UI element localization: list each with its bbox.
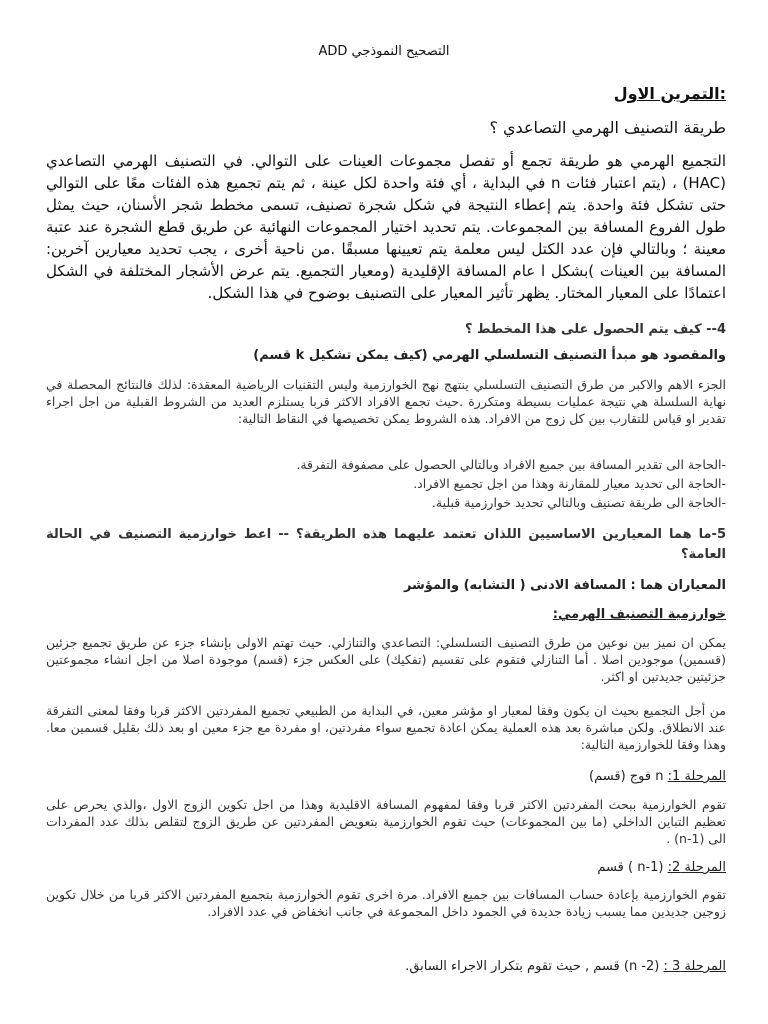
- needs-list: [46, 455, 726, 512]
- question-5: 5-ما هما المعيارين الاساسيين اللذان تعتمد عليهما هذه الطريقة؟ -- اعط خوارزمية التصنيف في الحالة العامة؟: [46, 527, 726, 562]
- question-4-intro: والمقصود هو مبدأ التصنيف التسلسلي الهرمي (كيف يمكن تشكيل k قسم): [253, 348, 726, 363]
- stage-1-label: المرحلة 1:: [667, 769, 726, 784]
- algorithm-paragraph-2: من أجل التجميع بحيث ان يكون وفقا لمعيار او مؤشر معين، في البداية من الطبيعي تجميع المفردتين الاكثر قربا وفقا لمعنى التفرقة عند الانطلاق. ولكن مباشرة بعد هذه العملية يمكن اعادة تجميع سواء مفردتين، او مفردة مع جزء معين او بعد ذلك بقليل قسمين معا. وهذا وفقا للخوارزمية التالية:: [46, 703, 726, 752]
- stage-2-body: تقوم الخوارزمية بإعادة حساب المسافات بين جميع الافراد. مرة اخرى تقوم الخوارزمية بتجميع المفردتين الاكثر قربا من خلال تكوين زوجين جديدين مما يسبب زيادة جديدة في الجمود داخل المجموعة في جانب انخفاض في عدد الافراد.: [46, 887, 726, 919]
- exercise-question: طريقة التصنيف الهرمي التصاعدي ؟: [489, 118, 726, 137]
- criteria-answer: المعياران هما : المسافة الادنى ( التشابه) والمؤشر: [403, 578, 726, 593]
- algorithm-paragraph-1: يمكن ان نميز بين نوعين من طرق التصنيف التسلسلي: التصاعدي والتنازلي. حيث تهتم الاولى بإنشاء جزء عن طريق تجميع جزئين (قسمين) موجودين اصلا . أما التنازلي فتقوم على تقسيم (تفكيك) على العكس جزء (قسم) موجودة اصلا من اجل انشاء مجموعتين جزئيتين جديدتين او اكثر.: [46, 635, 726, 684]
- needs-item: -الحاجة الى تقدير المسافة بين جميع الافراد وبالتالي الحصول على مصفوفة التفرقة.: [296, 457, 726, 472]
- stage-3-text: (n -2) قسم , حيث تقوم بتكرار الاجراء السابق.: [405, 959, 664, 974]
- stage-1-body: تقوم الخوارزمية ببحث المفردتين الاكثر قربا وفقا لمفهوم المسافة الاقليدية وهذا من اجل تكوين الزوج الاول ،والذي يحرص على تعظيم التباين الداخلي (ما بين المجموعات) حيث تقوم الخوارزمية بتعويض المفردتين عن طريق الزوج لتقلص بذلك عدد المفردات الى (n-1) .: [46, 797, 726, 846]
- stage-2-label: المرحلة 2:: [667, 860, 726, 875]
- page-title: التصحيح النموذجي ADD: [318, 44, 450, 59]
- stage-1-text: n فوج (قسم): [589, 769, 668, 784]
- needs-item: -الحاجة الى طريقة تصنيف وبالتالي تحديد خوارزمية قبلية.: [431, 495, 726, 510]
- stage-3-label: المرحلة 3 :: [663, 959, 726, 974]
- needs-item: -الحاجة الى تحديد معيار للمقارنة وهذا من اجل تجميع الافراد.: [413, 476, 726, 491]
- stage-3-heading: [46, 959, 726, 974]
- stage-1-heading: [46, 769, 726, 784]
- stage-2-heading: [46, 860, 726, 875]
- exercise-title: :التمرين الاول: [613, 84, 726, 103]
- question-4: 4-- كيف يتم الحصول على هذا المخطط ؟: [464, 322, 726, 337]
- algorithm-heading: خوارزمية التصنيف الهرمي:: [552, 607, 726, 622]
- stage-2-text: (n-1 ) قسم: [597, 860, 668, 875]
- question-4-paragraph: الجزء الاهم والاكبر من طرق التصنيف التسلسلي ينتهج نهج الخوارزمية وليس التقنيات الرياضية المعقدة: لذلك فالنتائج المحصلة في نهاية السلسلة هي نتيجة عمليات بسيطة ومتكررة .حيث تجمع الافراد الاكثر قربا يستلزم العديد من الشروط القبلية من اجل اجراء تقدير او قياس للتقارب بين كل زوج من الافراد. هذه الشروط يمكن تخصيصها في النقاط التالية:: [46, 377, 726, 426]
- hac-paragraph: التجميع الهرمي هو طريقة تجمع أو تفصل مجموعات العينات على التوالي. في التصنيف الهرمي التصاعدي (HAC) ، (يتم اعتبار فئات n في البداية ، أي فئة واحدة لكل عينة ، ثم يتم تجميع هذه الفئات معًا على التوالي حتى تشكل فئة واحدة. يتم إعطاء النتيجة في شكل شجرة تصنيف، تسمى مخطط شجر الأسنان، حيث يمثل طول الفروع المسافة بين المجموعات. يتم تحديد اختيار المجموعات النهائية عن طريق قطع الشجرة عند عتبة معينة ؛ وبالتالي فإن عدد الكتل ليس معلمة يتم تعيينها مسبقًا .من ناحية أخرى ، يجب تحديد معيارين آخرين: المسافة بين العينات )بشكل ا عام المسافة الإقليدية (ومعيار التجميع. يتم عرض الأشجار المختلفة في الشكل اعتمادًا على المعيار المختار. يظهر تأثير المعيار على التصنيف بوضوح في هذا الشكل.: [46, 152, 726, 302]
